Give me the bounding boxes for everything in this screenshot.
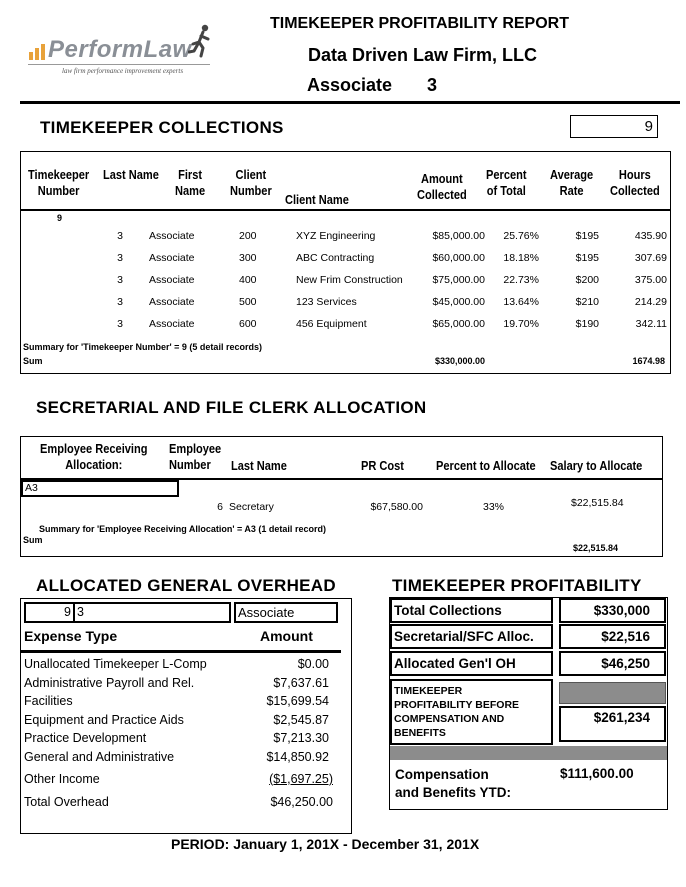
- row-rate: $195: [575, 252, 599, 264]
- row-client-name: New Frim Construction: [296, 274, 403, 286]
- expense-type: Unallocated Timekeeper L-Comp: [24, 657, 207, 671]
- associate-label: Associate: [307, 75, 393, 95]
- total-collections-label-box: [390, 598, 553, 623]
- row-last-name: 3: [117, 274, 123, 286]
- col-client-name-header: Client Name: [285, 192, 349, 207]
- row-amount: $65,000.00: [432, 318, 485, 330]
- row-hours: 435.90: [634, 230, 667, 242]
- sec-pct: 33%: [483, 501, 505, 513]
- col-first-name-header: First Name: [175, 167, 206, 198]
- row-first-name: Associate: [149, 296, 195, 308]
- collections-sum-hours: 1674.98: [632, 356, 665, 366]
- row-client-number: 200: [239, 230, 257, 242]
- row-percent: 13.64%: [503, 296, 539, 308]
- total-overhead-label: Total Overhead: [24, 795, 109, 809]
- overhead-alloc-value-box: [559, 651, 666, 676]
- overhead-alloc-value: $46,250: [601, 656, 650, 671]
- row-amount: $85,000.00: [432, 230, 485, 242]
- overhead-header-rule: [21, 650, 341, 653]
- row-percent: 19.70%: [503, 318, 539, 330]
- amount-header: Amount: [260, 628, 313, 644]
- row-rate: $195: [575, 230, 599, 242]
- expense-amount: $7,213.30: [273, 731, 329, 745]
- logo: [28, 24, 228, 80]
- associate-number: 3: [427, 75, 438, 95]
- pr-cost-header: PR Cost: [361, 458, 404, 473]
- logo-wordmark: PerformLaw: [48, 36, 192, 63]
- expense-amount: $7,637.61: [273, 675, 329, 690]
- before-comp-label: TIMEKEEPER PROFITABILITY BEFORE COMPENSATION AND BENEFITS: [394, 685, 520, 739]
- salary-alloc-header: Salary to Allocate: [550, 458, 643, 473]
- row-percent: 25.76%: [503, 230, 539, 242]
- other-income-label: Other Income: [24, 772, 100, 786]
- secretarial-alloc-value: $22,516: [601, 629, 650, 644]
- overhead-field-1: [24, 602, 75, 623]
- receiving-header: Employee Receiving Allocation:: [40, 441, 148, 472]
- table-row: [21, 230, 670, 246]
- collections-sum-label: Sum: [23, 356, 43, 366]
- emp-number-header: Employee Number: [169, 441, 222, 472]
- table-row: [21, 318, 670, 334]
- expense-amount: $2,545.87: [273, 712, 329, 727]
- profitability-shade-bar: [390, 746, 667, 760]
- col-amount-header: Amount Collected: [417, 171, 467, 202]
- before-comp-label-box: [390, 679, 553, 745]
- row-client-number: 500: [239, 296, 257, 308]
- row-last-name: 3: [117, 296, 123, 308]
- col-last-name-header: Last Name: [103, 167, 159, 182]
- row-last-name: 3: [117, 318, 123, 330]
- row-hours: 214.29: [634, 296, 667, 308]
- collections-timekeeper-value: 9: [644, 118, 653, 135]
- table-row: [21, 296, 670, 312]
- before-comp-value: $261,234: [593, 710, 650, 725]
- overhead-panel: [20, 598, 352, 834]
- total-collections-value-box: [559, 598, 666, 623]
- secretarial-alloc-value-box: [559, 624, 666, 649]
- table-row: [21, 274, 670, 290]
- row-first-name: Associate: [149, 230, 195, 242]
- row-rate: $210: [575, 296, 599, 308]
- collections-group-value: 9: [57, 213, 63, 223]
- expense-type: Equipment and Practice Aids: [24, 712, 184, 727]
- col-percent-header: Percent of Total: [486, 167, 527, 198]
- before-comp-shade: [559, 682, 666, 704]
- sec-emp-number: 6: [217, 501, 223, 513]
- row-amount: $45,000.00: [432, 296, 485, 308]
- expense-type: Administrative Payroll and Rel.: [24, 675, 195, 690]
- sec-pr-cost: $67,580.00: [370, 501, 423, 513]
- secretarial-alloc-label: Secretarial/SFC Alloc.: [394, 629, 534, 644]
- overhead-field-3: [234, 602, 338, 623]
- expense-amount: $15,699.54: [266, 694, 329, 708]
- sec-last-name: Secretary: [229, 501, 274, 513]
- col-tk-number-header: Timekeeper Number: [28, 167, 90, 198]
- table-row: [21, 252, 670, 268]
- overhead-field-2-value: 3: [77, 605, 84, 619]
- before-comp-value-box: [559, 706, 666, 742]
- expense-type-header: Expense Type: [24, 628, 118, 644]
- firm-name: Data Driven Law Firm, LLC: [308, 45, 538, 65]
- secretarial-heading: SECRETARIAL AND FILE CLERK ALLOCATION: [36, 398, 427, 417]
- collections-heading: TIMEKEEPER COLLECTIONS: [40, 118, 284, 137]
- profitability-heading: TIMEKEEPER PROFITABILITY: [392, 576, 642, 595]
- receiving-group-value: A3: [25, 482, 38, 494]
- secretarial-summary: Summary for 'Employee Receiving Allocation' = A3 (1 detail record): [39, 524, 326, 534]
- row-rate: $200: [575, 274, 599, 286]
- row-percent: 18.18%: [503, 252, 539, 264]
- row-last-name: 3: [117, 252, 123, 264]
- logo-tagline: law firm performance improvement experts: [62, 67, 184, 75]
- secretarial-table: [20, 436, 663, 557]
- logo-underline: [28, 64, 210, 65]
- row-amount: $75,000.00: [432, 274, 485, 286]
- sec-last-name-header: Last Name: [231, 458, 287, 473]
- total-collections-value: $330,000: [593, 603, 650, 618]
- secretarial-sum-label: Sum: [23, 535, 43, 545]
- row-last-name: 3: [117, 230, 123, 242]
- row-hours: 307.69: [634, 252, 667, 264]
- overhead-heading: ALLOCATED GENERAL OVERHEAD: [36, 576, 336, 595]
- row-client-name: ABC Contracting: [296, 252, 375, 264]
- overhead-field-1-value: 9: [64, 605, 71, 619]
- row-first-name: Associate: [149, 252, 195, 264]
- row-client-number: 600: [239, 318, 257, 330]
- expense-type: General and Administrative: [24, 749, 175, 764]
- header-rule: [20, 101, 680, 104]
- collections-table: [20, 151, 671, 374]
- collections-header-rule: [21, 209, 670, 211]
- receiving-group-box: [21, 480, 179, 497]
- row-percent: 22.73%: [503, 274, 539, 286]
- expense-type: Practice Development: [24, 731, 147, 745]
- total-collections-label: Total Collections: [394, 603, 502, 618]
- row-client-name: 123 Services: [296, 296, 357, 308]
- secretarial-alloc-label-box: [390, 624, 553, 649]
- row-hours: 342.11: [635, 318, 667, 330]
- logo-bars-icon: [28, 42, 50, 60]
- report-title: TIMEKEEPER PROFITABILITY REPORT: [270, 15, 569, 32]
- expense-amount: $0.00: [297, 657, 329, 671]
- expense-type: Facilities: [24, 694, 73, 708]
- period-label: PERIOD: January 1, 201X - December 31, 201X: [171, 836, 480, 852]
- pct-alloc-header: Percent to Allocate: [436, 458, 536, 473]
- collections-summary: Summary for 'Timekeeper Number' = 9 (5 detail records): [23, 342, 262, 352]
- col-hours-header: Hours Collected: [610, 167, 660, 198]
- col-rate-header: Average Rate: [550, 167, 594, 198]
- row-client-number: 300: [239, 252, 257, 264]
- overhead-field-2: [73, 602, 231, 623]
- total-overhead-value: $46,250.00: [270, 795, 333, 809]
- comp-benefits-value: $111,600.00: [560, 766, 634, 781]
- overhead-alloc-label: Allocated Gen'l OH: [394, 656, 516, 671]
- row-rate: $190: [575, 318, 599, 330]
- collections-timekeeper-box: [570, 115, 658, 138]
- runner-icon: [188, 24, 214, 58]
- row-client-name: XYZ Engineering: [296, 230, 376, 242]
- overhead-alloc-label-box: [390, 651, 553, 676]
- profitability-panel: [389, 597, 668, 810]
- overhead-field-3-value: Associate: [238, 605, 295, 620]
- row-first-name: Associate: [149, 274, 195, 286]
- row-first-name: Associate: [149, 318, 195, 330]
- row-hours: 375.00: [634, 274, 667, 286]
- row-client-number: 400: [239, 274, 257, 286]
- secretarial-sum-value: $22,515.84: [573, 543, 619, 553]
- row-amount: $60,000.00: [432, 252, 485, 264]
- comp-benefits-label: Compensation and Benefits YTD:: [395, 767, 512, 800]
- other-income-value: ($1,697.25): [269, 772, 333, 786]
- row-client-name: 456 Equipment: [296, 318, 367, 330]
- expense-amount: $14,850.92: [266, 749, 329, 764]
- sec-salary: $22,515.84: [571, 497, 624, 509]
- col-client-number-header: Client Number: [230, 167, 272, 198]
- collections-sum-amount: $330,000.00: [434, 356, 485, 366]
